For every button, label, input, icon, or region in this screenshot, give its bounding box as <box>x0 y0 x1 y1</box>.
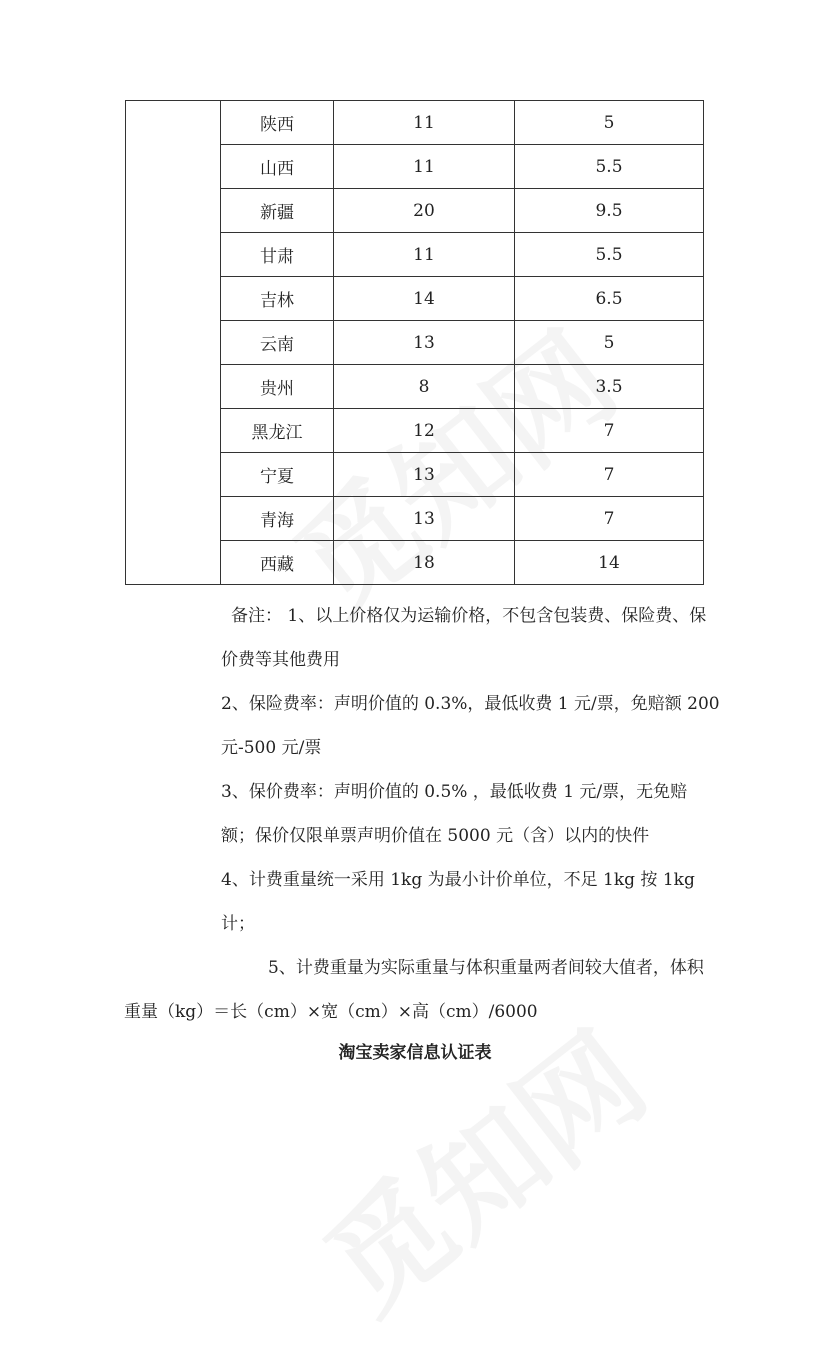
additional-weight-cell: 5.5 <box>515 233 704 277</box>
province-cell: 新疆 <box>221 189 334 233</box>
additional-weight-cell: 5 <box>515 321 704 365</box>
note-2-line-2: 元-500 元/票 <box>221 738 322 758</box>
note-4-line-1: 4、计费重量统一采用 1kg 为最小计价单位，不足 1kg 按 1kg <box>221 870 695 890</box>
province-cell: 云南 <box>221 321 334 365</box>
note-3-line-1: 3、保价费率：声明价值的 0.5% ，最低收费 1 元/票，无免赔 <box>221 782 688 802</box>
province-cell: 贵州 <box>221 365 334 409</box>
province-cell: 黑龙江 <box>221 409 334 453</box>
note-1-line-2: 价费等其他费用 <box>221 650 340 670</box>
province-cell: 吉林 <box>221 277 334 321</box>
province-cell: 青海 <box>221 497 334 541</box>
additional-weight-cell: 5 <box>515 101 704 145</box>
note-5-line-1: 5、计费重量为实际重量与体积重量两者间较大值者，体积 <box>268 958 704 978</box>
note-5-line-2: 重量（kg）＝长（cm）×宽（cm）×高（cm）/6000 <box>124 1002 538 1022</box>
first-weight-cell: 11 <box>334 101 515 145</box>
region-group-cell <box>126 101 221 585</box>
province-cell: 甘肃 <box>221 233 334 277</box>
province-cell: 西藏 <box>221 541 334 585</box>
first-weight-cell: 13 <box>334 321 515 365</box>
province-cell: 山西 <box>221 145 334 189</box>
province-cell: 陕西 <box>221 101 334 145</box>
note-4-line-2: 计； <box>221 914 255 934</box>
note-2-line-1: 2、保险费率：声明价值的 0.3%，最低收费 1 元/票，免赔额 200 <box>221 694 720 714</box>
additional-weight-cell: 7 <box>515 497 704 541</box>
first-weight-cell: 8 <box>334 365 515 409</box>
first-weight-cell: 13 <box>334 497 515 541</box>
first-weight-cell: 20 <box>334 189 515 233</box>
shipping-rate-table <box>125 100 704 585</box>
additional-weight-cell: 7 <box>515 453 704 497</box>
first-weight-cell: 12 <box>334 409 515 453</box>
first-weight-cell: 11 <box>334 233 515 277</box>
first-weight-cell: 18 <box>334 541 515 585</box>
additional-weight-cell: 9.5 <box>515 189 704 233</box>
additional-weight-cell: 5.5 <box>515 145 704 189</box>
first-weight-cell: 14 <box>334 277 515 321</box>
first-weight-cell: 13 <box>334 453 515 497</box>
section-title: 淘宝卖家信息认证表 <box>338 1043 492 1063</box>
additional-weight-cell: 7 <box>515 409 704 453</box>
note-3-line-2: 额；保价仅限单票声明价值在 5000 元（含）以内的快件 <box>221 826 650 846</box>
rate-table-body <box>126 101 704 585</box>
note-1-line-1: 备注： 1、以上价格仅为运输价格，不包含包装费、保险费、保 <box>231 606 707 626</box>
additional-weight-cell: 14 <box>515 541 704 585</box>
first-weight-cell: 11 <box>334 145 515 189</box>
additional-weight-cell: 6.5 <box>515 277 704 321</box>
additional-weight-cell: 3.5 <box>515 365 704 409</box>
province-cell: 宁夏 <box>221 453 334 497</box>
table-row <box>126 101 704 145</box>
